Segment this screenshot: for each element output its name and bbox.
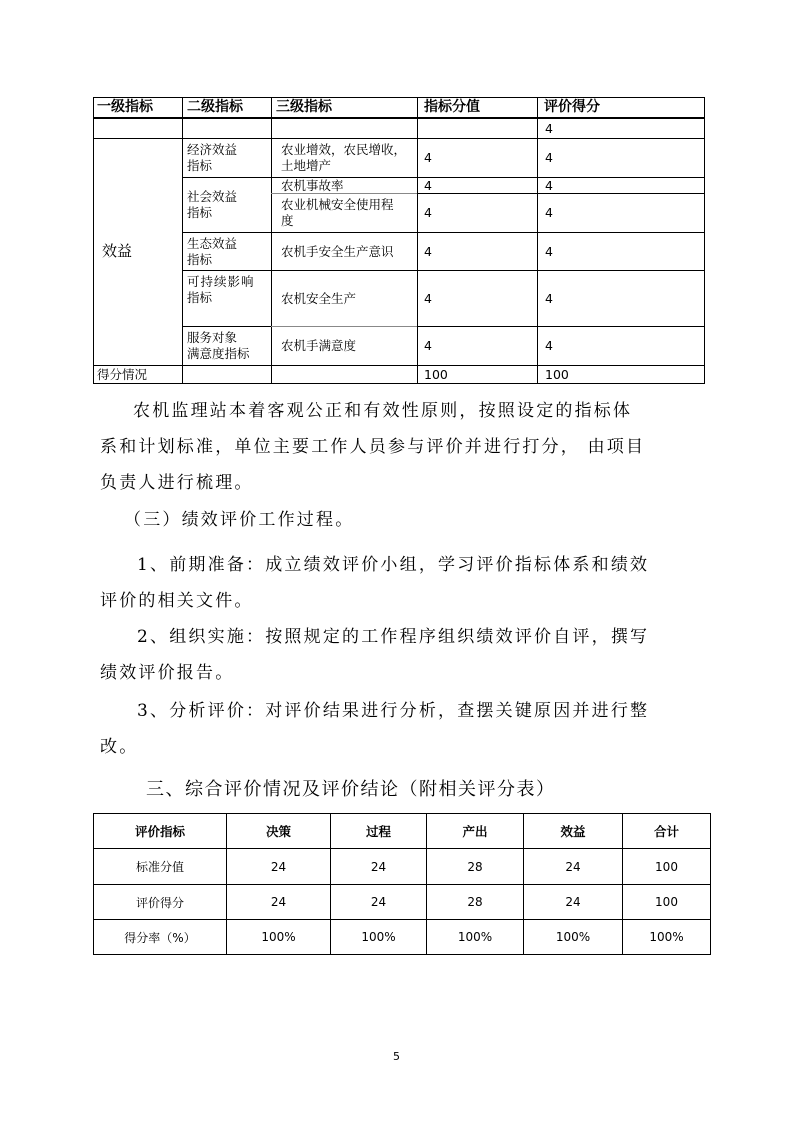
- row4-value: 4: [424, 244, 432, 259]
- col-divider: [537, 97, 538, 384]
- row-divider: [182, 232, 705, 233]
- table-cell: 24: [331, 849, 427, 885]
- section-heading: 三、综合评价情况及评价结论（附相关评分表）: [146, 779, 556, 800]
- paragraph-4-line1: 3、分析评价：对评价结果进行分析，查摆关键原因并进行整: [137, 701, 650, 721]
- paragraph-1-line3: 负责人进行梳理。: [100, 473, 254, 493]
- header-score: 评价得分: [544, 99, 600, 115]
- row4-score: 4: [545, 244, 553, 259]
- table-cell: 24: [227, 885, 331, 920]
- header-level2: 二级指标: [187, 99, 243, 115]
- header-value: 指标分值: [424, 99, 480, 115]
- row-divider: [182, 326, 271, 327]
- row-label: 评价得分: [94, 885, 227, 920]
- header-cell: 效益: [524, 814, 623, 849]
- table-cell: 100%: [427, 920, 524, 955]
- col-divider: [417, 97, 418, 384]
- header-cell: 过程: [331, 814, 427, 849]
- indicator-table: [93, 97, 705, 384]
- col-divider: [271, 97, 272, 384]
- table-cell: 28: [427, 885, 524, 920]
- row3-l3-line2: 度: [281, 213, 294, 228]
- row2-value: 4: [424, 178, 432, 193]
- header-level1: 一级指标: [97, 99, 153, 115]
- row-divider: [417, 193, 705, 194]
- row-divider: [93, 365, 705, 366]
- row1-l3-line2: 土地增产: [281, 158, 332, 173]
- row6-score: 4: [545, 338, 553, 353]
- row1-l3-line1: 农业增效，农民增收，: [281, 142, 407, 157]
- table-row: [94, 920, 711, 955]
- row-divider: [417, 326, 705, 327]
- row-divider: [182, 270, 705, 271]
- total-label: 得分情况: [97, 367, 148, 382]
- row-label: 得分率（%）: [94, 920, 227, 955]
- header-divider: [93, 117, 705, 119]
- group-social-line1: 社会效益: [187, 189, 238, 204]
- row1-score: 4: [545, 150, 553, 165]
- table-cell: 100%: [524, 920, 623, 955]
- paragraph-3-line2: 绩效评价报告。: [100, 663, 235, 683]
- row2-l3-line1: 农机事故率: [281, 178, 344, 193]
- row-label: 标准分值: [94, 849, 227, 885]
- row6-l3-line1: 农机手满意度: [281, 338, 357, 353]
- summary-table: [93, 813, 711, 955]
- row3-value: 4: [424, 205, 432, 220]
- group-satisfaction-line2: 满意度指标: [187, 346, 250, 361]
- sub-heading: （三）绩效评价工作过程。: [124, 510, 355, 530]
- table-cell: 24: [331, 885, 427, 920]
- header-cell: 评价指标: [94, 814, 227, 849]
- row-divider: [271, 326, 417, 327]
- first-row-score: 4: [545, 121, 553, 136]
- total-value: 100: [424, 367, 448, 382]
- table-header-row: [94, 814, 711, 849]
- level1-label: 效益: [102, 242, 133, 260]
- header-cell: 产出: [427, 814, 524, 849]
- group-economic-line2: 指标: [187, 158, 213, 173]
- table-cell: 24: [227, 849, 331, 885]
- row4-l3-line1: 农机手安全生产意识: [281, 244, 394, 259]
- row-divider: [93, 138, 705, 139]
- group-eco-line1: 生态效益: [187, 236, 238, 251]
- row5-l3-line1: 农机安全生产: [281, 291, 357, 306]
- row5-value: 4: [424, 291, 432, 306]
- row1-value: 4: [424, 150, 432, 165]
- row6-value: 4: [424, 338, 432, 353]
- group-eco-line2: 指标: [187, 252, 213, 267]
- row5-score: 4: [545, 291, 553, 306]
- header-cell: 决策: [227, 814, 331, 849]
- group-social-line2: 指标: [187, 205, 213, 220]
- table-cell: 100%: [227, 920, 331, 955]
- table-cell: 100%: [331, 920, 427, 955]
- table-cell: 28: [427, 849, 524, 885]
- header-cell: 合计: [623, 814, 711, 849]
- total-score: 100: [545, 367, 569, 382]
- row2-score: 4: [545, 178, 553, 193]
- table-cell: 100%: [623, 920, 711, 955]
- table-row: [94, 885, 711, 920]
- row3-l3-line1: 农业机械安全使用程: [281, 197, 394, 212]
- paragraph-4-line2: 改。: [100, 737, 139, 757]
- paragraph-2-line1: 1、前期准备：成立绩效评价小组，学习评价指标体系和绩效: [137, 555, 650, 575]
- row3-score: 4: [545, 205, 553, 220]
- table-cell: 100: [623, 849, 711, 885]
- row-divider: [182, 177, 705, 178]
- group-economic-line1: 经济效益: [187, 142, 238, 157]
- table-cell: 100: [623, 885, 711, 920]
- group-sustain-line1: 可持续影响: [187, 274, 255, 289]
- paragraph-2-line2: 评价的相关文件。: [100, 591, 254, 611]
- col-divider: [182, 97, 183, 384]
- table-row: [94, 849, 711, 885]
- paragraph-1-line1: 农机监理站本着客观公正和有效性原则，按照设定的指标体: [133, 401, 633, 421]
- table-cell: 24: [524, 849, 623, 885]
- page-number: 5: [393, 1050, 400, 1063]
- paragraph-1-line2: 系和计划标准，单位主要工作人员参与评价并进行打分， 由项目: [100, 437, 646, 457]
- paragraph-3-line1: 2、组织实施：按照规定的工作程序组织绩效评价自评，撰写: [137, 627, 650, 647]
- table-border: [93, 97, 705, 384]
- group-satisfaction-line1: 服务对象: [187, 330, 238, 345]
- header-level3: 三级指标: [276, 99, 332, 115]
- table-cell: 24: [524, 885, 623, 920]
- group-sustain-line2: 指标: [187, 290, 213, 305]
